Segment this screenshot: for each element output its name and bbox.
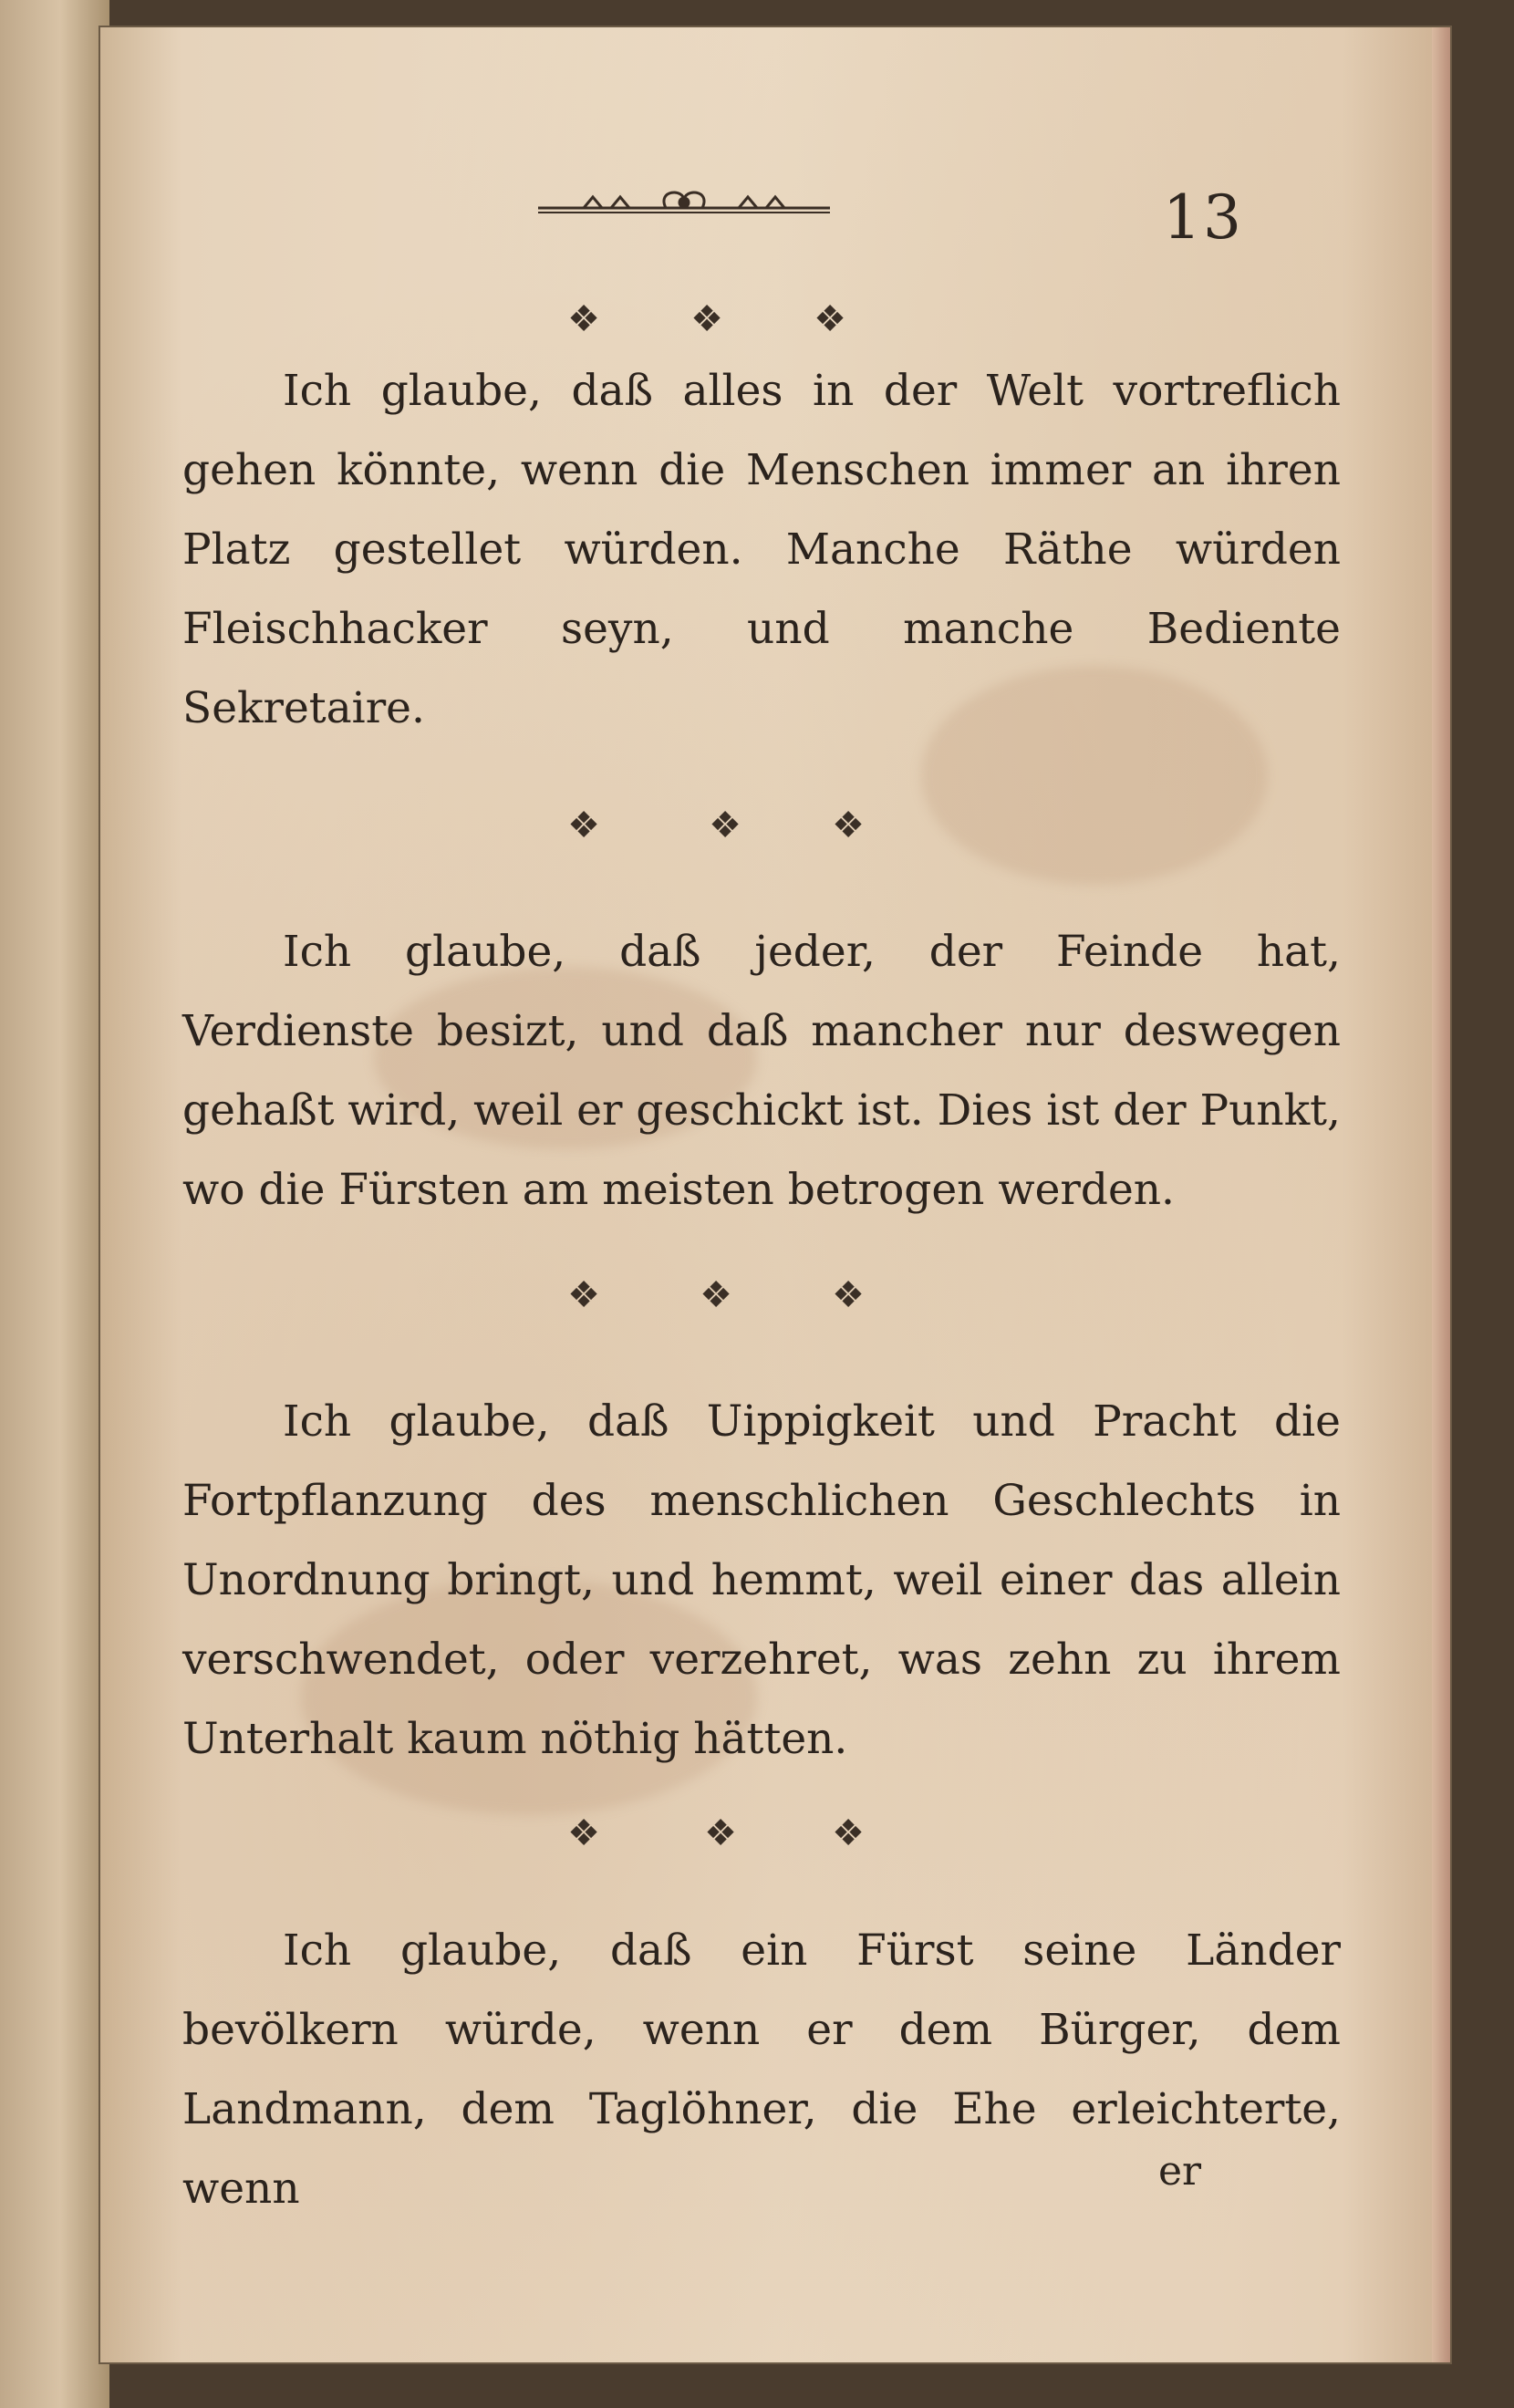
diamond-ornament-icon: ❖ xyxy=(567,1812,600,1854)
diamond-ornament-icon: ❖ xyxy=(814,298,846,340)
diamond-ornament-icon: ❖ xyxy=(567,298,600,340)
page-fore-edge xyxy=(1432,27,1450,2362)
paragraph-4: Ich glaube, daß ein Fürst seine Länder bevölkern würde, wenn er dem Bürger, dem Landmann, dem Taglöhner, die Ehe erleichterte, wenn xyxy=(182,1925,1341,2214)
book-page xyxy=(100,27,1450,2362)
catchword: er xyxy=(1158,2148,1202,2195)
page-number: 13 xyxy=(1163,182,1243,253)
paragraph-3: Ich glaube, daß Uippigkeit und Pracht die Fortpflanzung des menschlichen Geschlechts in Unordnung bringt, und hemmt, weil einer das allein verschwendet, oder verzehret, was zehn zu ihrem Unterhalt kaum nöthig hätten. xyxy=(182,1396,1341,1764)
section-separator xyxy=(100,804,1450,846)
section-separator xyxy=(100,1812,1450,1854)
diamond-ornament-icon: ❖ xyxy=(832,1274,865,1316)
left-page-edge xyxy=(0,0,109,2408)
paragraph-2: Ich glaube, daß jeder, der Feinde hat, Verdienste besizt, und daß mancher nur deswegen gehaßt wird, weil er geschickt ist. Dies ist der Punkt, wo die Fürsten am meisten betrogen werden. xyxy=(182,927,1341,1215)
paragraph-1: Ich glaube, daß alles in der Welt vortreflich gehen könnte, wenn die Menschen immer an ihren Platz gestellet würden. Manche Räthe würden Fleischhacker seyn, und manche Bediente Sekretaire. xyxy=(182,366,1341,733)
diamond-ornament-icon: ❖ xyxy=(700,1274,732,1316)
diamond-ornament-icon: ❖ xyxy=(832,1812,865,1854)
section-separator xyxy=(100,1274,1450,1316)
header-ornament-icon xyxy=(529,181,839,221)
diamond-ornament-icon: ❖ xyxy=(567,804,600,846)
diamond-ornament-icon: ❖ xyxy=(567,1274,600,1316)
page-header xyxy=(100,155,1450,265)
section-separator xyxy=(100,298,1450,340)
diamond-ornament-icon: ❖ xyxy=(690,298,723,340)
diamond-ornament-icon: ❖ xyxy=(709,804,741,846)
diamond-ornament-icon: ❖ xyxy=(704,1812,737,1854)
diamond-ornament-icon: ❖ xyxy=(832,804,865,846)
